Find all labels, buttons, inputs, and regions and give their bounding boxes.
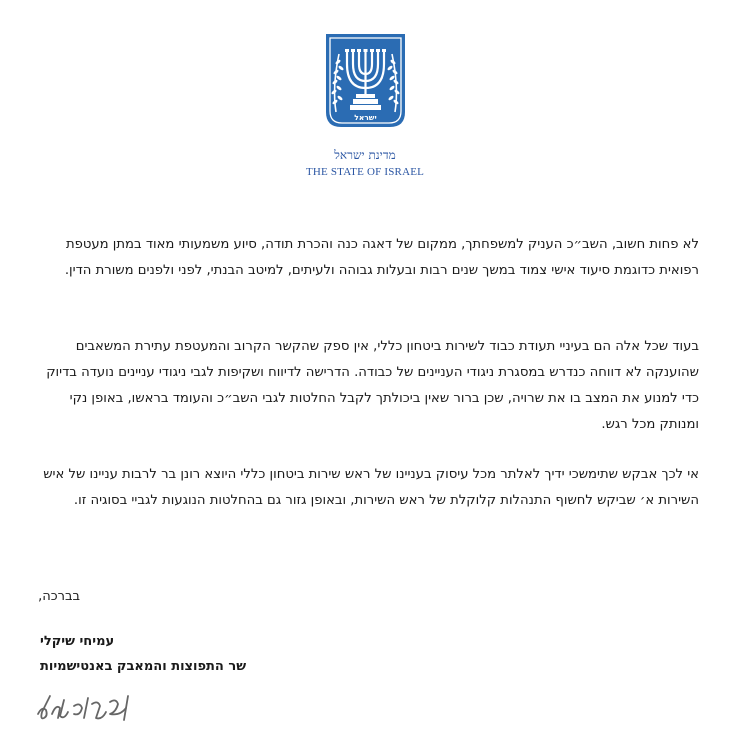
israel-menorah-emblem-icon — [324, 32, 407, 137]
signatory-title: שר התפוצות והמאבק באנטישמיות — [40, 659, 247, 674]
closing-greeting: בברכה, — [38, 589, 80, 604]
state-name-english: THE STATE OF ISRAEL — [305, 166, 425, 178]
state-name-hebrew: מדינת ישראל — [334, 148, 396, 162]
svg-text:ישראל: ישראל — [354, 113, 377, 122]
letter-paragraph: בעוד שכל אלה הם בעיניי תעודת כבוד לשירות ביטחון כללי, אין ספק שהקשר הקרוב והמעטפת עתירת המשאבים שהוענקה לא דווחה כנדרש במסגרת ניגודי העניינים של כבודה. הדרישה לדיווח ושקיפות לגבי ניגודי עניינים נועדה בדיוק כדי למנוע את המצב בו את שרויה, שכן ברור שאין ביכולתך לקבל החלטות לגבי השב״כ והעומד בראשו, באופן נקי ומנותק מכל רגש. — [46, 339, 699, 432]
letter-paragraph: לא פחות חשוב, השב״כ העניק למשפחתך, ממקום של דאגה כנה והכרת תודה, סיוע משמעותי מאוד במתן מעטפת רפואית כדוגמת סיעוד אישי צמוד במשך שנים רבות ובעלות גבוהה ולעיתים, למיטב הבנתי, לפני ולפנים משורת הדין. — [64, 237, 699, 278]
signatory-name: עמיחי שיקלי — [40, 634, 115, 649]
letter-paragraph: אי לכך אבקש שתימשכי ידיך לאלתר מכל עיסוק בעניינו של ראש שירות ביטחון כללי היוצא רונן בר לרבות עניינו של איש השירות א׳ שביקש לחשוף התנהלות קלוקלת של ראש השירות, ובאופן גזור גם בהחלטות הנוגעות לגביי בסוגיה זו. — [43, 467, 699, 508]
handwritten-signature — [30, 684, 140, 730]
